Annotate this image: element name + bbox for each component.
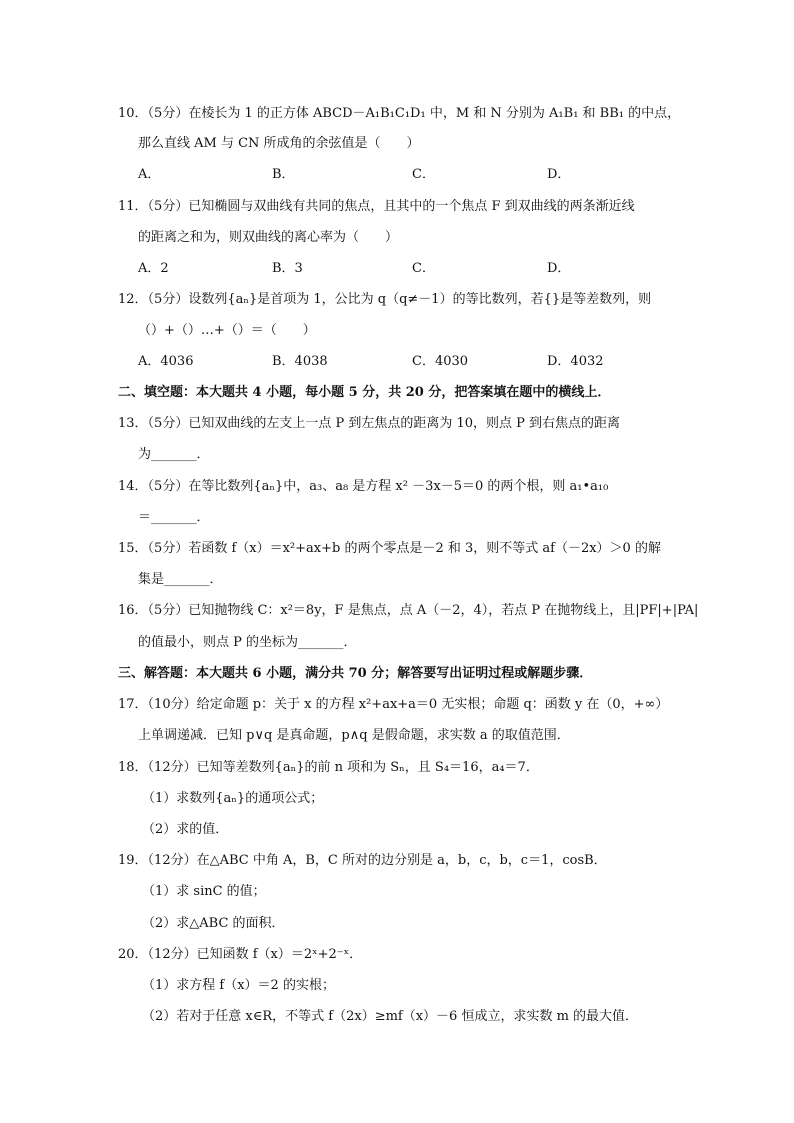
option-a: A．4036 — [138, 354, 194, 369]
q20-stem: 20．（12分）已知函数 f（x）＝2ˣ+2⁻ˣ． — [118, 947, 363, 962]
q20-part-2: （2）若对于任意 x∈R，不等式 f（2x）≥mf（x）－6 恒成立，求实数 m 的最大值． — [142, 1009, 639, 1024]
option-c: C． — [412, 261, 435, 276]
option-d: D． — [547, 261, 571, 276]
q11-stem-cont: 的距离之和为，则双曲线的离心率为（ ） — [138, 230, 399, 245]
q12-stem: 12．（5分）设数列{aₙ}是首项为 1，公比为 q（q≠－1）的等比数列，若{}是等差数列，则 — [118, 292, 652, 307]
q19-part-2: （2）求△ABC 的面积． — [142, 916, 285, 931]
option-b: B． — [272, 167, 295, 182]
q16-stem: 16．（5分）已知抛物线 C：x²＝8y，F 是焦点，点 A（－2，4），若点 P 在抛物线上，且|PF|+|PA| — [118, 603, 699, 618]
option-b: B．3 — [272, 261, 303, 276]
q17-stem: 17．（10分）给定命题 p：关于 x 的方程 x²+ax+a＝0 无实根；命题 q：函数 y 在（0，+∞） — [118, 697, 669, 712]
q18-part-2: （2）求的值． — [142, 822, 229, 837]
option-a: A．2 — [138, 261, 169, 276]
q16-stem-cont: 的值最小，则点 P 的坐标为_______． — [138, 635, 357, 650]
q14-stem-cont: ＝_______． — [138, 510, 210, 525]
q19-stem: 19．（12分）在△ABC 中角 A，B，C 所对的边分别是 a，b，c，b，c＝1，cosB． — [118, 853, 607, 868]
q15-stem-cont: 集是_______． — [138, 572, 223, 587]
q20-part-1: （1）求方程 f（x）＝2 的实根； — [142, 978, 335, 993]
option-d: D．4032 — [547, 354, 604, 369]
option-c: C． — [412, 167, 435, 182]
q10-stem: 10．（5分）在棱长为 1 的正方体 ABCD－A₁B₁C₁D₁ 中，M 和 N 分别为 A₁B₁ 和 BB₁ 的中点， — [118, 106, 681, 121]
q17-stem-cont: 上单调递减．已知 p∨q 是真命题，p∧q 是假命题，求实数 a 的取值范围． — [138, 728, 570, 743]
option-d: D． — [547, 167, 571, 182]
q10-stem-cont: 那么直线 AM 与 CN 所成角的余弦值是（ ） — [138, 136, 420, 151]
q12-stem-cont: （）+（）…+（）＝（ ） — [138, 323, 316, 338]
option-c: C．4030 — [412, 354, 469, 369]
q18-stem: 18．（12分）已知等差数列{aₙ}的前 n 项和为 Sₙ，且 S₄＝16，a₄＝7． — [118, 760, 539, 775]
q15-stem: 15．（5分）若函数 f（x）＝x²+ax+b 的两个零点是－2 和 3，则不等式 af（－2x）＞0 的解 — [118, 541, 661, 556]
q13-stem: 13．（5分）已知双曲线的左支上一点 P 到左焦点的距离为 10，则点 P 到右焦点的距离 — [118, 416, 621, 431]
q13-stem-cont: 为_______． — [138, 447, 210, 462]
q19-part-1: （1）求 sinC 的值； — [142, 884, 266, 899]
q11-stem: 11．（5分）已知椭圆与双曲线有共同的焦点，且其中的一个焦点 F 到双曲线的两条渐近线 — [118, 199, 635, 214]
section-heading-solutions: 三、解答题：本大题共 6 小题，满分共 70 分；解答要写出证明过程或解题步骤． — [118, 666, 593, 681]
section-heading-fill-in: 二、填空题：本大题共 4 小题，每小题 5 分，共 20 分，把答案填在题中的横线上． — [118, 385, 611, 400]
q14-stem: 14．（5分）在等比数列{aₙ}中，a₃、a₈ 是方程 x² －3x－5＝0 的两个根，则 a₁•a₁₀ — [118, 479, 609, 494]
q18-part-1: （1）求数列{aₙ}的通项公式； — [142, 791, 324, 806]
option-b: B．4038 — [272, 354, 328, 369]
option-a: A． — [138, 167, 161, 182]
